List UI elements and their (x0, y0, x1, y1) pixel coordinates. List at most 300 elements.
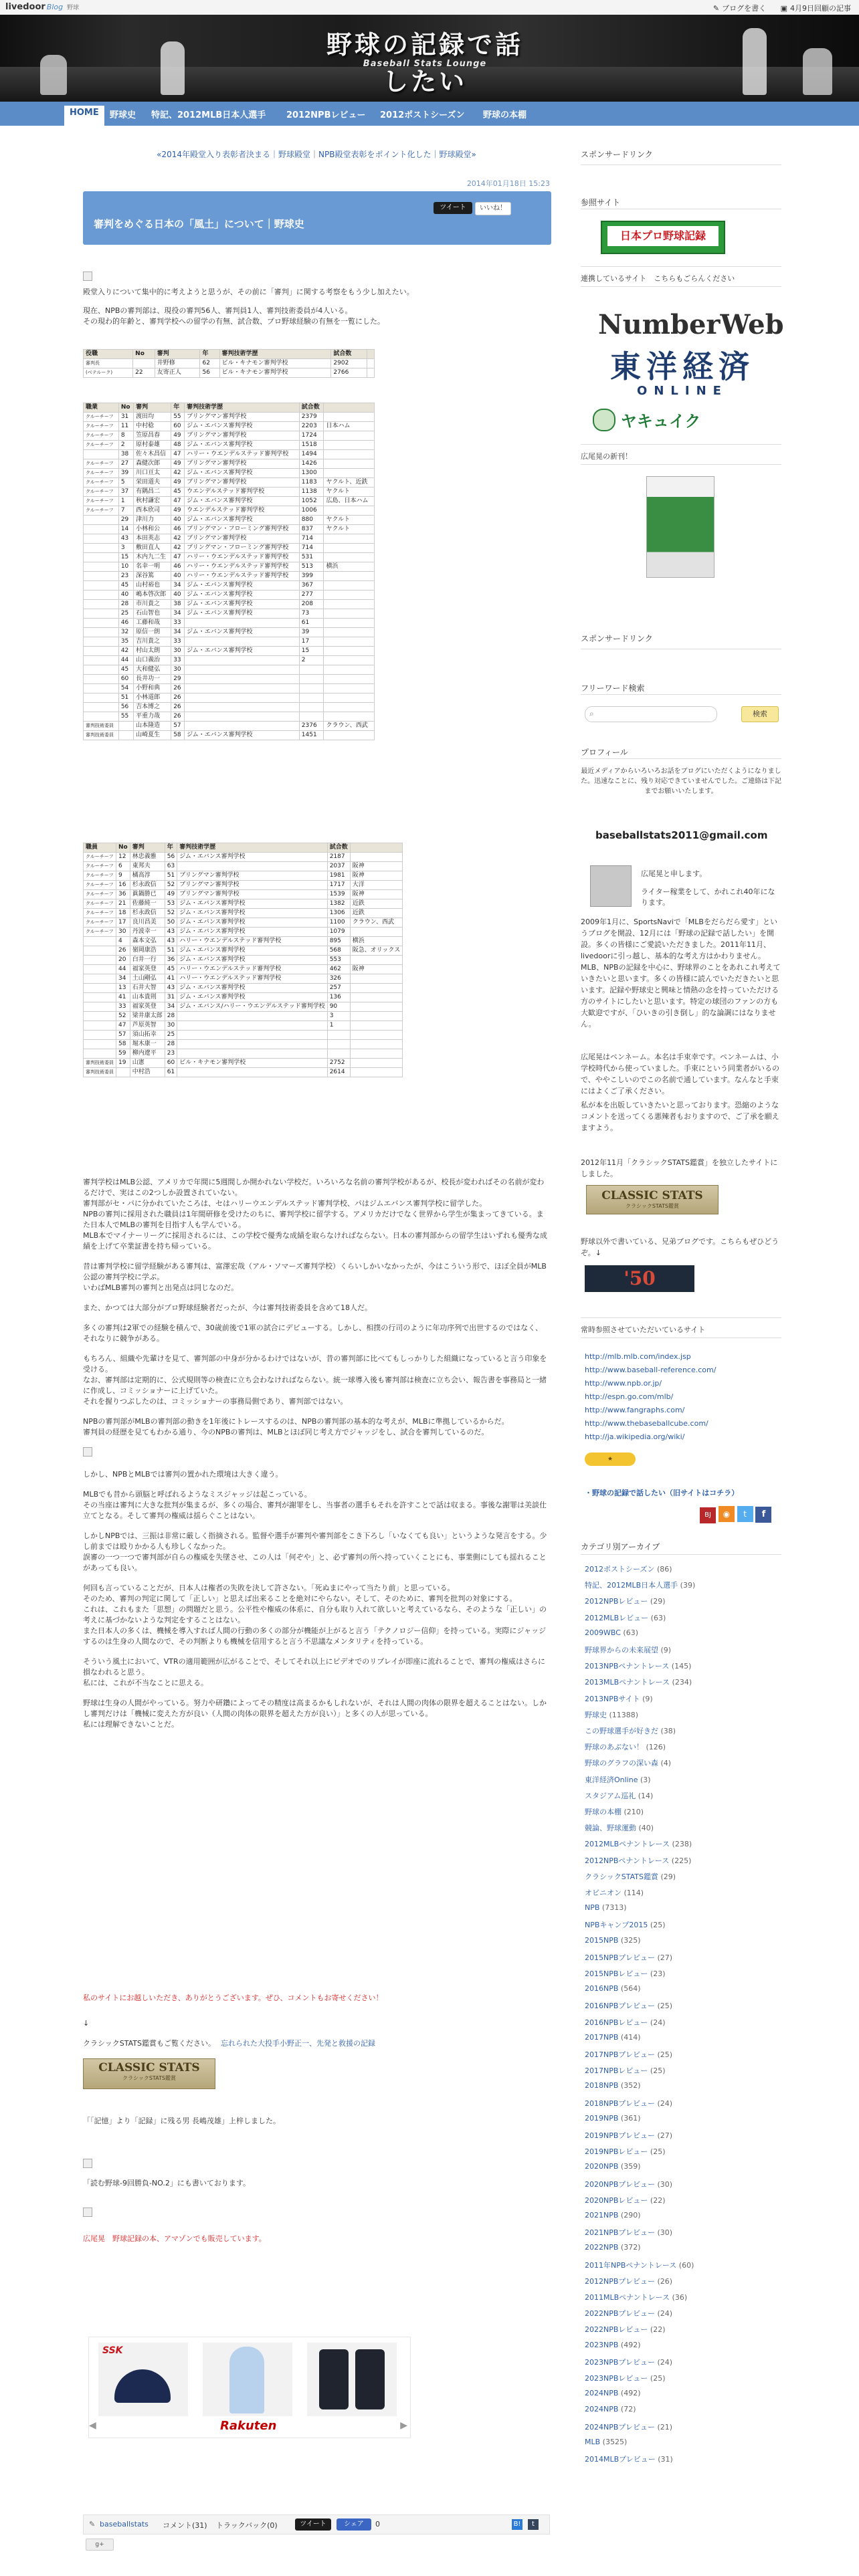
category-item[interactable] (585, 2260, 694, 2270)
category-name[interactable]: 2017NPBプレビュー (585, 2050, 655, 2059)
table-row (84, 562, 375, 572)
table-cell: 43 (165, 928, 177, 937)
category-name[interactable]: 2021NPB (585, 2211, 619, 2220)
table-cell (324, 628, 375, 637)
nav-home[interactable]: HOME (64, 106, 104, 126)
tweet-button[interactable]: ツイート (434, 202, 472, 214)
table-cell: ブリングマン審判学校 (185, 534, 300, 544)
livedoor-logo[interactable] (5, 2, 79, 12)
category-name[interactable]: 2015NPBプレビュー (585, 1953, 655, 1962)
article-paragraph: 審判部がセ・パに分かれていたころは、セはハリーウエンデルステッド審判学校、パはジムエバンス審判学校に留学した。 (83, 1199, 487, 1208)
logo-tag: 野球 (67, 5, 80, 11)
category-name[interactable]: 2016NPB (585, 1984, 619, 1994)
category-item[interactable] (585, 1564, 672, 1574)
category-name[interactable]: スタジアム巡礼 (585, 1791, 636, 1800)
category-item[interactable] (585, 2341, 640, 2349)
table-cell: 東邦夫 (130, 862, 165, 871)
ad-shirt-product[interactable] (203, 2343, 292, 2416)
blogmura-icon[interactable]: BJ (700, 1507, 716, 1523)
category-name[interactable]: 2016NPBプレビュー (585, 2002, 655, 2011)
table-cell (324, 647, 375, 656)
new-book-cover[interactable] (646, 476, 714, 578)
table-row (84, 890, 403, 899)
table-row (84, 469, 375, 478)
category-item[interactable] (585, 1580, 695, 1590)
table-cell: 29 (118, 516, 133, 525)
category-name[interactable]: 特記、2012MLB日本人選手 (585, 1581, 678, 1590)
search-icon: ⌕ (589, 709, 594, 718)
author-intro-2: ライター稼業をして、かれこれ40年になります。 (641, 887, 775, 907)
category-count: (145) (669, 1662, 692, 1671)
search-heading: フリーワード検索 (581, 683, 645, 693)
toyo-keizai-title: 東洋経済 (610, 348, 755, 385)
table-cell: 399 (299, 572, 324, 581)
category-item[interactable] (585, 2017, 665, 2028)
article-paragraph: MLB本でマイナーリーグに採用されるには、この学校で優秀な成績を取らなければならない。日本の審判部からの留学生はいずれも優秀な成績を上げて卒業証書を持ち帰っている。 (83, 1231, 547, 1251)
divider (581, 1554, 781, 1555)
table-cell: 小野和典 (134, 684, 171, 693)
category-name[interactable]: 2011MLBペナントレース (585, 2293, 670, 2302)
category-count: (9) (640, 1694, 653, 1703)
category-item[interactable] (585, 2146, 665, 2157)
category-item[interactable] (585, 2324, 665, 2335)
category-item[interactable] (585, 1693, 653, 1704)
article-title[interactable]: 審判をめぐる日本の「風土」について｜野球史 (94, 218, 304, 230)
category-name[interactable]: 2019NPBレビュー (585, 2147, 648, 2157)
write-blog-link[interactable]: ブログを書く (722, 4, 767, 13)
category-item[interactable] (585, 1677, 692, 1687)
table-cell: クルーチーフ (84, 459, 119, 469)
table-cell: 2 (118, 441, 133, 450)
category-name[interactable]: 野球のあぶない！ (585, 1743, 644, 1752)
category-count: (24) (654, 2309, 673, 2319)
table-cell: ジム・エバンス審判学校 (185, 581, 300, 591)
table-cell (350, 956, 403, 965)
category-item[interactable] (585, 2162, 640, 2171)
ad-cap-product[interactable] (98, 2343, 188, 2416)
table-cell: 名幸一明 (134, 562, 171, 572)
category-item[interactable] (585, 2114, 640, 2123)
category-name[interactable]: NPBキャンプ2015 (585, 1921, 648, 1930)
category-name[interactable]: 2024NPBプレビュー (585, 2422, 655, 2432)
table-header-cell (324, 403, 375, 413)
table-cell: 審判技術委員 (84, 722, 119, 731)
category-item[interactable] (585, 1838, 692, 1849)
table-cell: クルーチーフ (84, 478, 119, 488)
table-cell: 36 (116, 890, 130, 899)
table-row (84, 478, 375, 488)
category-name[interactable]: 2013NPBサイト (585, 1694, 640, 1703)
category-name[interactable]: 2012ポストシーズン (585, 1565, 655, 1574)
sidebar-classic-banner[interactable] (586, 1185, 719, 1214)
category-item[interactable] (585, 1806, 644, 1817)
table-cell (324, 600, 375, 609)
category-name[interactable]: 2012NPBペナントレース (585, 1856, 670, 1865)
table-cell: 深谷篤 (134, 572, 171, 581)
category-item[interactable] (585, 2195, 665, 2206)
table-cell: 57 (116, 1031, 130, 1040)
category-name[interactable]: 2023NPBプレビュー (585, 2357, 655, 2367)
article-paragraph: そのため、審判の判定に関して「正しい」と思えば出来ることを絶対にやらない。そして、そのために、審判を批判の対象にする。 (83, 1594, 517, 1603)
category-item[interactable] (585, 1628, 638, 1637)
category-name[interactable]: 2012NPBレビュー (585, 1597, 648, 1606)
table-cell: 横浜 (324, 562, 375, 572)
search-button[interactable]: 検索 (741, 706, 779, 722)
table-cell: 阪急、オリックス (350, 946, 403, 956)
table-cell: ジム・エバンス/ハリー・ウエンデルステッド審判学校 (177, 1002, 328, 1012)
table-cell: 良川昌美 (130, 918, 165, 928)
table-cell (84, 1049, 116, 1059)
brother-blog-title: '50 (624, 1267, 656, 1289)
table-cell (324, 431, 375, 441)
ref-url[interactable]: http://ja.wikipedia.org/wiki/ (585, 1432, 685, 1441)
nav-history[interactable]: 野球史 (110, 110, 136, 120)
article-paragraph: これは、これもまた「思想」の問題だと思う。公平性や権威の体系に、自分も取り入れて欲しいと考えているなら、そのような「正しい」の考えに基づかないような判定をすることはない。 (83, 1605, 547, 1624)
comment-link[interactable]: コメント(31) (163, 2521, 207, 2530)
category-item[interactable] (585, 2357, 672, 2367)
table-row (84, 862, 403, 871)
table-cell: 32 (118, 628, 133, 637)
category-heading: カテゴリ別アーカイブ (581, 1542, 660, 1551)
table-cell: ブリングマン審判学校 (185, 478, 300, 488)
table-cell: 56 (165, 853, 177, 862)
category-item[interactable] (585, 1596, 665, 1606)
category-item[interactable] (585, 1936, 640, 1945)
table-cell: 近鉄 (350, 909, 403, 918)
table-cell (324, 675, 375, 684)
table-cell: 1451 (299, 731, 324, 740)
ref-url[interactable]: http://mlb.mlb.com/index.jsp (585, 1352, 691, 1361)
category-item[interactable] (585, 2179, 672, 2189)
category-name[interactable]: 2018NPBプレビュー (585, 2099, 655, 2108)
category-name[interactable]: 2016NPBレビュー (585, 2018, 648, 2027)
table-cell (350, 928, 403, 937)
table-cell (367, 359, 374, 368)
ref-url[interactable]: http://www.baseball-reference.com/ (585, 1366, 717, 1374)
category-name[interactable]: 2020NPBプレビュー (585, 2179, 655, 2189)
category-item[interactable] (585, 2000, 672, 2011)
category-item[interactable] (585, 1757, 671, 1768)
category-name[interactable]: 2019NPB (585, 2113, 619, 2123)
nav-bookshelf[interactable]: 野球の本棚 (483, 110, 527, 120)
author-note: 広尾晃はペンネーム。本名は手束幸です。ペンネームは、小学校時代から使っていました。手束にという同業者がいるので、ややこしいのでこの名前で通しています。なんなと手束にはよくご了承ください。 (581, 1053, 779, 1095)
rss-feed-icon[interactable]: ◉ (719, 1506, 735, 1522)
table-cell: ジム・エバンス審判学校 (177, 853, 328, 862)
category-item[interactable] (585, 2065, 665, 2076)
table-cell: 小林道郎 (134, 693, 171, 703)
table-header-cell: 年 (165, 843, 177, 853)
bottom-tweet-button[interactable]: ツイート (295, 2518, 331, 2531)
ad-next-arrow[interactable]: ▶ (400, 2420, 407, 2431)
category-name[interactable]: 競論、野球運動 (585, 1824, 636, 1833)
category-name[interactable]: 2022NPBプレビュー (585, 2309, 655, 2319)
category-item[interactable] (585, 1790, 653, 1801)
category-count: (36) (670, 2293, 688, 2302)
yakyuiku-title: ヤキュイク (620, 412, 701, 431)
table-cell: 31 (118, 413, 133, 422)
category-item[interactable] (585, 2098, 672, 2109)
category-item[interactable] (585, 1968, 665, 1979)
category-item[interactable] (585, 1660, 691, 1671)
category-item[interactable] (585, 2049, 672, 2060)
category-name[interactable]: 2012MLBペナントレース (585, 1840, 670, 1849)
table-cell: 61 (165, 1068, 177, 1077)
table-row (84, 422, 375, 431)
category-name[interactable]: 2020NPB (585, 2162, 619, 2171)
category-item[interactable] (585, 1612, 666, 1623)
table-cell: 2037 (327, 862, 350, 871)
category-item[interactable] (585, 1952, 672, 1963)
toyo-keizai-banner[interactable] (594, 349, 771, 400)
table-row (84, 368, 375, 378)
author-link[interactable]: baseballstats (100, 2520, 149, 2529)
table-cell (84, 562, 119, 572)
category-item[interactable] (585, 1822, 654, 1833)
category-name[interactable]: 2017NPB (585, 2032, 619, 2042)
table-header-cell: 職業 (84, 403, 119, 413)
table-cell: 40 (118, 591, 133, 600)
category-item[interactable] (585, 1919, 665, 1930)
category-name[interactable]: クラシックSTATS鑑賞 (585, 1872, 658, 1881)
table-cell: 25 (165, 1031, 177, 1040)
ref-url[interactable]: http://www.fangraphs.com/ (585, 1406, 685, 1414)
category-item[interactable] (585, 1984, 640, 1993)
table-row (84, 693, 375, 703)
classic-banner-sub: クラシックSTATS鑑賞 (122, 2075, 176, 2081)
tumblr-icon[interactable]: t (528, 2519, 539, 2530)
table-cell: 34 (171, 609, 185, 619)
category-name[interactable]: 野球のグラフの深い森 (585, 1759, 658, 1768)
contact-email[interactable]: baseballstats2011@gmail.com (595, 829, 768, 841)
category-name[interactable]: 野球界からの未来展望 (585, 1646, 658, 1654)
table-cell (84, 619, 119, 628)
nav-npb-review[interactable]: 2012NPBレビュー (286, 110, 366, 120)
category-name[interactable]: 2018NPB (585, 2081, 619, 2090)
badge-icon[interactable]: ★ (585, 1453, 636, 1466)
category-item[interactable] (585, 2276, 672, 2286)
category-name[interactable]: 2009WBC (585, 1628, 621, 1637)
category-name[interactable]: 2023NPBレビュー (585, 2374, 648, 2383)
category-item[interactable] (585, 1709, 638, 1720)
hatena-icon[interactable]: B! (512, 2519, 522, 2530)
category-item[interactable] (585, 2422, 672, 2432)
nav-postseason[interactable]: 2012ポストシーズン (380, 110, 465, 120)
category-item[interactable] (585, 2292, 687, 2302)
blog-banner[interactable] (0, 15, 859, 102)
category-name[interactable]: 2022NPB (585, 2243, 619, 2252)
category-name[interactable]: NPB (585, 1903, 600, 1913)
yakyuiku-banner[interactable] (593, 408, 713, 432)
category-count: (29) (658, 1872, 676, 1881)
ad-prev-arrow[interactable]: ◀ (89, 2420, 96, 2431)
category-name[interactable]: 2012NPBプレビュー (585, 2276, 655, 2286)
table-cell: 52 (165, 881, 177, 890)
category-item[interactable] (585, 2308, 672, 2319)
twitter-icon[interactable]: t (737, 1506, 753, 1522)
table-cell: ヤクルト、近鉄 (324, 478, 375, 488)
protector-image-1 (319, 2349, 349, 2409)
table-cell (84, 965, 116, 974)
table-cell: 56 (118, 703, 133, 712)
table-cell: 12 (116, 853, 130, 862)
ad-protector-product[interactable] (307, 2343, 397, 2416)
category-name[interactable]: 2021NPBプレビュー (585, 2228, 655, 2238)
top-bar (0, 0, 859, 15)
category-item[interactable] (585, 1774, 651, 1785)
table-cell: クラウン、西武 (350, 918, 403, 928)
category-item[interactable] (585, 2438, 627, 2446)
table-cell: 30 (116, 928, 130, 937)
table-cell: ジム・エバンス審判学校 (185, 628, 300, 637)
category-name[interactable]: 2017NPBレビュー (585, 2066, 648, 2076)
table-cell: 51 (165, 946, 177, 956)
table-cell: 1138 (299, 488, 324, 497)
brother-blog-banner[interactable] (585, 1265, 694, 1292)
category-item[interactable] (585, 1741, 666, 1752)
category-name[interactable]: この野球選手が好きだ (585, 1727, 658, 1735)
ref-site-heading: 参照サイト (581, 198, 621, 207)
category-item[interactable] (585, 1644, 671, 1655)
category-name[interactable]: 2015NPB (585, 1935, 619, 1945)
facebook-icon[interactable]: f (755, 1507, 771, 1523)
category-item[interactable] (585, 2211, 640, 2220)
classic-intro: クラシックSTATS鑑賞もご覧ください。 (83, 2039, 215, 2048)
category-name[interactable]: 野球史 (585, 1710, 607, 1719)
prev-article-link[interactable]: «2014年殿堂入り表彰者決まる｜野球殿堂 (157, 150, 311, 159)
category-item[interactable] (585, 1725, 676, 1736)
search-input[interactable] (585, 706, 717, 722)
cap-image (114, 2369, 171, 2403)
category-name[interactable]: 2019NPBプレビュー (585, 2131, 655, 2140)
category-name[interactable]: 2011年NPBペナントレース (585, 2260, 677, 2270)
category-item[interactable] (585, 1855, 691, 1866)
table-row (84, 984, 403, 993)
table-row (84, 993, 403, 1002)
category-count: (24) (648, 2018, 666, 2027)
table-cell: 23 (118, 572, 133, 581)
category-item[interactable] (585, 2081, 640, 2090)
classic-stats-banner[interactable] (83, 2058, 215, 2089)
table-cell: 37 (118, 488, 133, 497)
category-item[interactable] (585, 2405, 636, 2413)
category-item[interactable] (585, 1903, 627, 1912)
table-cell (350, 1040, 403, 1049)
table-cell: 市川貴之 (134, 600, 171, 609)
table-cell (84, 675, 119, 684)
table-cell: 2379 (299, 413, 324, 422)
category-name[interactable]: オビニオン (585, 1889, 622, 1897)
category-item[interactable] (585, 2130, 672, 2141)
category-item[interactable] (585, 2373, 665, 2383)
article-paragraph: 野球は生身の人間がやっている。努力や研鑽によってその精度は高まるかもしれないが、それは人間の肉体の限界を超えることはない。しかし審判だけは「機械に変えた方が良い（人間の肉体の限界を超えた方が良い）」と多くの人が思っている。 (83, 1699, 547, 1718)
table-cell: 41 (116, 993, 130, 1002)
table-cell (84, 1040, 116, 1049)
rakuten-ad[interactable] (88, 2337, 411, 2438)
category-item[interactable] (585, 1871, 676, 1882)
table-cell: ハリー・ウエンデルステッド審判学校 (185, 553, 300, 562)
down-arrow: ↓ (83, 2019, 90, 2028)
category-item[interactable] (585, 2227, 672, 2238)
table-cell: 1717 (327, 881, 350, 890)
table-cell (84, 993, 116, 1002)
category-name[interactable]: 2024NPB (585, 2405, 619, 2414)
old-site-link[interactable]: ・野球の記録で話したい（旧サイトはコチラ） (585, 1489, 739, 1497)
table-cell: ジム・エバンス審判学校 (185, 422, 300, 431)
table-header-row (84, 403, 375, 413)
table-cell: 34 (171, 628, 185, 637)
table-cell: 審判技術委員 (84, 1059, 116, 1068)
table-cell (350, 1021, 403, 1031)
category-name[interactable]: MLB (585, 2437, 601, 2446)
category-item[interactable] (585, 2454, 673, 2464)
table-header-row (84, 350, 375, 359)
trackback-link[interactable]: トラックバック(0) (216, 2521, 278, 2530)
share-count: 0 (375, 2520, 380, 2529)
category-item[interactable] (585, 2243, 640, 2252)
category-name[interactable]: 2015NPBレビュー (585, 1969, 648, 1978)
table-cell: 49 (171, 459, 185, 469)
author-intro-1: 広尾晃と申します。 (641, 869, 707, 878)
category-item[interactable] (585, 2033, 640, 2042)
category-name[interactable]: 2012MLBレビュー (585, 1613, 649, 1622)
table-cell: 2766 (331, 368, 367, 378)
table-cell: 2203 (299, 422, 324, 431)
category-name[interactable]: 2014MLBプレビュー (585, 2455, 656, 2464)
category-name[interactable]: 2022NPBレビュー (585, 2325, 648, 2335)
ref-url[interactable]: http://www.thebaseballcube.com/ (585, 1419, 708, 1428)
table-cell: クルーチーフ (84, 488, 119, 497)
table-cell: 49 (171, 506, 185, 516)
numberweb-banner[interactable] (598, 309, 784, 346)
nav-mlb-japanese[interactable]: 特記、2012MLB日本人選手 (151, 110, 266, 120)
next-article-link[interactable]: NPB殿堂表彰をポイント化した｜野球殿堂» (318, 150, 476, 159)
table-cell (118, 731, 133, 740)
author-icon: ✎ (89, 2520, 96, 2529)
category-item[interactable] (585, 2389, 640, 2397)
classic-link[interactable]: 忘れられた大投手小野正一、先発と救援の記録 (221, 2039, 375, 2048)
category-name[interactable]: 2020NPBレビュー (585, 2195, 648, 2205)
article-paragraph: しかしNPBでは、三振は非常に厳しく指摘される。監督や選手が審判や審判部をこき下ろし「いなくても良い」というような発言をする。少し前までは殴りかかる人も珍しくなかった。 (83, 1531, 547, 1551)
table-row (84, 703, 375, 712)
table-row (84, 534, 375, 544)
author-avatar (590, 865, 632, 907)
table-row (84, 1031, 403, 1040)
table-cell: 46 (171, 525, 185, 534)
category-name[interactable]: 東洋経済Online (585, 1775, 638, 1784)
table-cell: 11 (118, 422, 133, 431)
category-count: (40) (636, 1824, 654, 1833)
category-name[interactable]: 野球の本棚 (585, 1808, 622, 1816)
like-button[interactable]: いいね！ (475, 202, 511, 215)
table-cell: 553 (327, 956, 350, 965)
category-name[interactable]: 2023NPB (585, 2340, 619, 2349)
category-item[interactable] (585, 1887, 644, 1898)
google-plus-button[interactable]: g+ (86, 2539, 114, 2551)
recent-article-link[interactable]: 4月9日回顧の記事 (790, 4, 851, 13)
table-cell: ヤクルト (324, 525, 375, 534)
category-name[interactable]: 2013MLBペナントレース (585, 1678, 670, 1687)
npb-record-banner[interactable] (601, 221, 725, 254)
category-name[interactable]: 2013NPBペナントレース (585, 1662, 670, 1671)
bottom-share-button[interactable]: シェア (337, 2518, 371, 2531)
table-cell: 20 (116, 956, 130, 965)
ref-url[interactable]: http://www.npb.or.jp/ (585, 1379, 662, 1388)
table-cell (324, 684, 375, 693)
category-name[interactable]: 2024NPB (585, 2389, 619, 2398)
table-cell (324, 553, 375, 562)
ref-url[interactable]: http://espn.go.com/mlb/ (585, 1392, 674, 1401)
category-count: (361) (618, 2113, 641, 2123)
